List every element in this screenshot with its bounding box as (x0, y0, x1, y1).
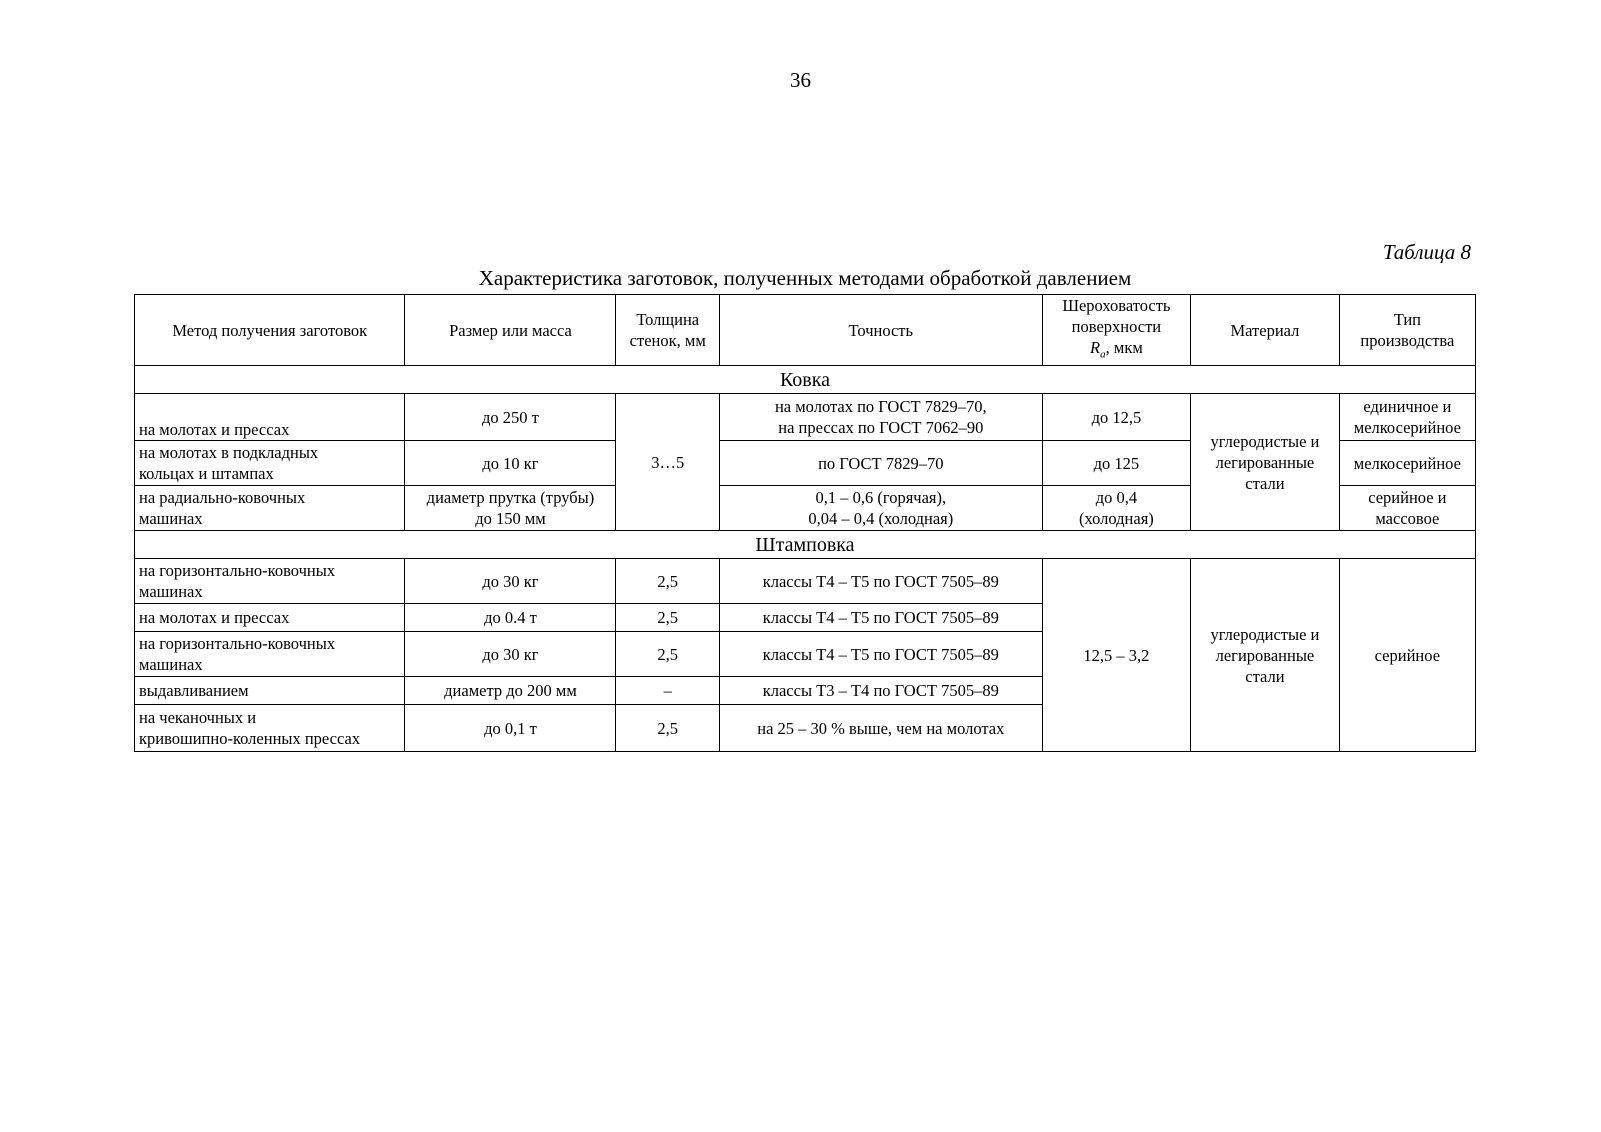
size-cell: до 0,1 т (405, 705, 616, 752)
method-cell: выдавливанием (135, 677, 405, 705)
size-cell: диаметр до 200 мм (405, 677, 616, 705)
header-accuracy: Точность (719, 295, 1042, 366)
production-cell: серийное (1339, 559, 1475, 752)
material-cell: углеродистые и легированные стали (1191, 394, 1340, 531)
accuracy-cell: по ГОСТ 7829–70 (719, 441, 1042, 486)
size-cell: до 250 т (405, 394, 616, 441)
accuracy-cell: классы Т4 – Т5 по ГОСТ 7505–89 (719, 632, 1042, 677)
accuracy-cell: 0,1 – 0,6 (горячая), 0,04 – 0,4 (холодная) (719, 486, 1042, 531)
accuracy-cell: классы Т4 – Т5 по ГОСТ 7505–89 (719, 604, 1042, 632)
header-method: Метод получения заготовок (135, 295, 405, 366)
blanks-table (134, 294, 1476, 752)
method-cell: на горизонтально-ковочных машинах (135, 632, 405, 677)
method-cell: на радиально-ковочных машинах (135, 486, 405, 531)
size-cell: до 30 кг (405, 559, 616, 604)
method-cell: на чеканочных и кривошипно-коленных прессах (135, 705, 405, 752)
page-number: 36 (790, 68, 811, 92)
roughness-cell: 12,5 – 3,2 (1042, 559, 1191, 752)
table-row (135, 394, 1476, 441)
material-cell: углеродистые и легированные стали (1191, 559, 1340, 752)
roughness-cell: до 12,5 (1042, 394, 1191, 441)
header-size: Размер или масса (405, 295, 616, 366)
section-title: Штамповка (135, 531, 1476, 559)
header-wall: Толщина стенок, мм (616, 295, 719, 366)
header-roughness: Шероховатость поверхности $R_a$, мкм (1042, 295, 1191, 366)
table-title: Характеристика заготовок, полученных методами обработкой давлением (478, 266, 1132, 290)
size-cell: до 30 кг (405, 632, 616, 677)
wall-cell: 3…5 (616, 394, 719, 531)
accuracy-cell: на молотах по ГОСТ 7829–70, на прессах по ГОСТ 7062–90 (719, 394, 1042, 441)
wall-cell: – (616, 677, 719, 705)
method-cell: на молотах и прессах (135, 604, 405, 632)
section-title: Ковка (135, 366, 1476, 394)
section-stamping (135, 531, 1476, 559)
table-label: Таблица 8 (1382, 240, 1471, 264)
size-cell: до 10 кг (405, 441, 616, 486)
production-cell: единичное и мелкосерийное (1339, 394, 1475, 441)
header-row (135, 295, 1476, 366)
header-material: Материал (1191, 295, 1340, 366)
wall-cell: 2,5 (616, 632, 719, 677)
production-cell: серийное и массовое (1339, 486, 1475, 531)
accuracy-cell: на 25 – 30 % выше, чем на молотах (719, 705, 1042, 752)
production-cell: мелкосерийное (1339, 441, 1475, 486)
roughness-cell: до 0,4 (холодная) (1042, 486, 1191, 531)
size-cell: диаметр прутка (трубы) до 150 мм (405, 486, 616, 531)
roughness-cell: до 125 (1042, 441, 1191, 486)
method-cell: на горизонтально-ковочных машинах (135, 559, 405, 604)
method-cell: на молотах и прессах (135, 394, 405, 441)
method-cell: на молотах в подкладных кольцах и штампах (135, 441, 405, 486)
wall-cell: 2,5 (616, 559, 719, 604)
wall-cell: 2,5 (616, 604, 719, 632)
size-cell: до 0.4 т (405, 604, 616, 632)
header-production: Тип производства (1339, 295, 1475, 366)
accuracy-cell: классы Т4 – Т5 по ГОСТ 7505–89 (719, 559, 1042, 604)
wall-cell: 2,5 (616, 705, 719, 752)
accuracy-cell: классы Т3 – Т4 по ГОСТ 7505–89 (719, 677, 1042, 705)
section-forging (135, 366, 1476, 394)
table-row (135, 559, 1476, 604)
